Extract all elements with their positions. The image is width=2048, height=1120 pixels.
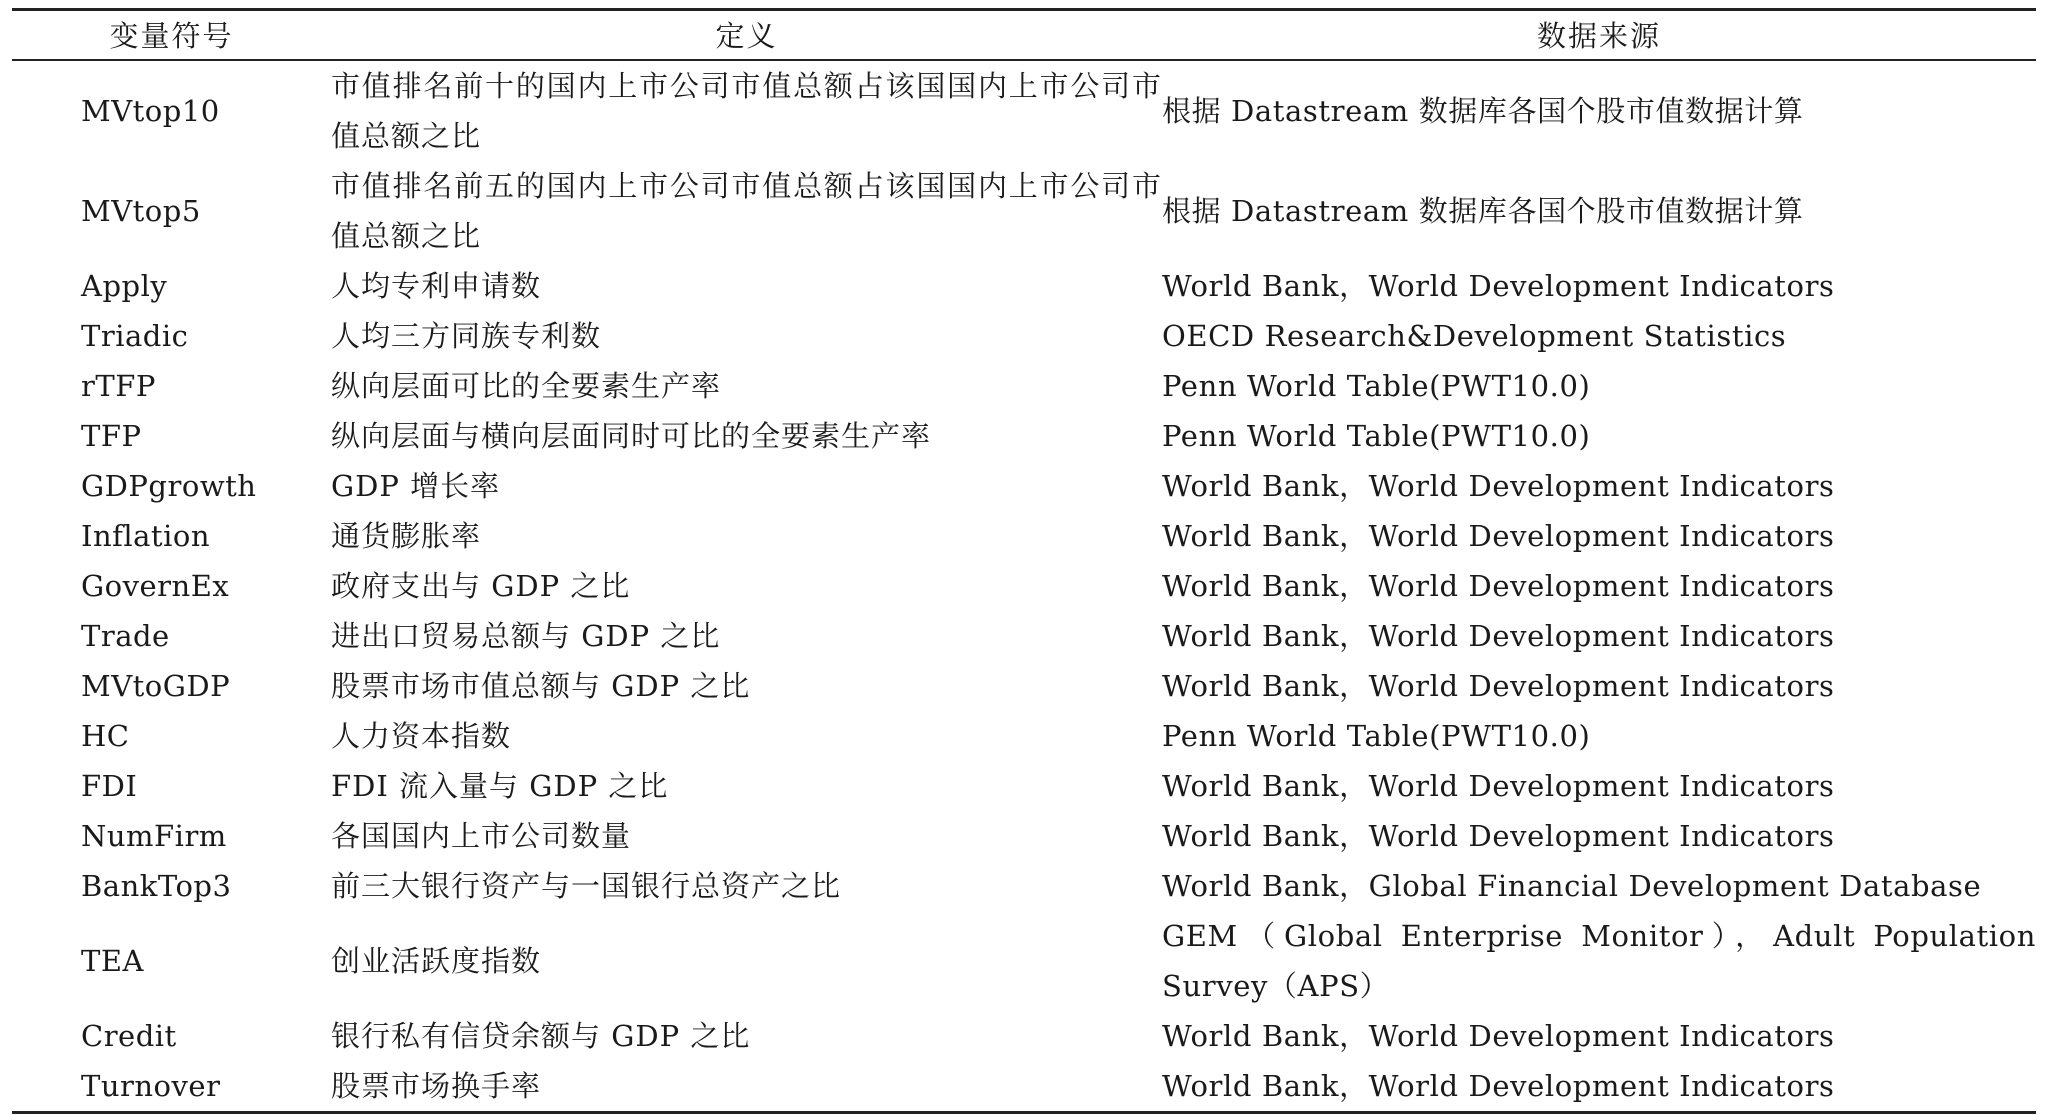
row-definition: 纵向层面与横向层面同时可比的全要素生产率 xyxy=(331,418,932,453)
row-symbol: MVtoGDP xyxy=(81,668,231,703)
table-header-row xyxy=(12,10,2036,60)
row-source: World Bank，World Development Indicators xyxy=(1162,268,1835,303)
row-definition: 人均三方同族专利数 xyxy=(331,318,602,353)
row-definition: 股票市场换手率 xyxy=(331,1061,1162,1113)
table-row xyxy=(12,1011,2036,1061)
row-symbol: Turnover xyxy=(12,1061,331,1113)
row-definition: 股票市场市值总额与 GDP 之比 xyxy=(331,668,751,703)
row-source: World Bank，World Development Indicators xyxy=(1162,518,1835,553)
row-definition: 政府支出与 GDP 之比 xyxy=(331,568,631,603)
row-source: World Bank，World Development Indicators xyxy=(1162,1061,2036,1113)
row-source: 根据 Datastream 数据库各国个股市值数据计算 xyxy=(1162,193,1804,228)
table-row xyxy=(12,661,2036,711)
row-definition: GDP 增长率 xyxy=(331,468,501,503)
table-row xyxy=(12,461,2036,511)
table-row xyxy=(12,611,2036,661)
row-source: World Bank，World Development Indicators xyxy=(1162,768,1835,803)
table-row xyxy=(12,911,2036,1011)
table-row xyxy=(12,411,2036,461)
row-symbol: rTFP xyxy=(81,368,156,403)
row-definition: 通货膨胀率 xyxy=(331,518,482,553)
header-definition: 定义 xyxy=(331,10,1162,60)
table-row xyxy=(12,1061,2036,1113)
row-definition: 各国国内上市公司数量 xyxy=(331,818,632,853)
row-source: World Bank，World Development Indicators xyxy=(1162,568,1835,603)
table-row xyxy=(12,261,2036,311)
row-definition: 纵向层面可比的全要素生产率 xyxy=(331,368,722,403)
row-symbol: BankTop3 xyxy=(81,868,232,903)
row-source: World Bank，Global Financial Development Database xyxy=(1162,868,1982,903)
row-symbol: TEA xyxy=(81,943,144,978)
header-source: 数据来源 xyxy=(1162,10,2036,60)
row-source: World Bank，World Development Indicators xyxy=(1162,818,1835,853)
row-symbol: Triadic xyxy=(81,318,189,353)
table-row xyxy=(12,711,2036,761)
table-row xyxy=(12,511,2036,561)
row-definition: 人均专利申请数 xyxy=(331,268,542,303)
row-definition: FDI 流入量与 GDP 之比 xyxy=(331,768,669,803)
row-symbol: NumFirm xyxy=(81,818,227,853)
row-definition: 进出口贸易总额与 GDP 之比 xyxy=(331,618,721,653)
row-source: World Bank，World Development Indicators xyxy=(1162,668,1835,703)
row-symbol: GDPgrowth xyxy=(81,468,257,503)
row-source: Penn World Table(PWT10.0) xyxy=(1162,418,1591,453)
table-row xyxy=(12,161,2036,261)
row-symbol: MVtop5 xyxy=(81,193,201,228)
row-source: World Bank，World Development Indicators xyxy=(1162,618,1835,653)
row-definition: 人力资本指数 xyxy=(331,718,512,753)
variable-definition-table-container xyxy=(12,8,2036,1114)
row-definition: 银行私有信贷余额与 GDP 之比 xyxy=(331,1018,751,1053)
table-row xyxy=(12,60,2036,161)
row-source: GEM（Global Enterprise Monitor），Adult Population Survey（APS） xyxy=(1162,918,2036,1003)
row-definition: 市值排名前十的国内上市公司市值总额占该国国内上市公司市值总额之比 xyxy=(331,68,1162,153)
row-symbol: TFP xyxy=(81,418,142,453)
table-row xyxy=(12,811,2036,861)
row-definition: 市值排名前五的国内上市公司市值总额占该国国内上市公司市值总额之比 xyxy=(331,168,1162,253)
row-source: 根据 Datastream 数据库各国个股市值数据计算 xyxy=(1162,93,1804,128)
row-symbol: FDI xyxy=(81,768,138,803)
row-source: OECD Research&Development Statistics xyxy=(1162,318,1787,353)
table-row xyxy=(12,761,2036,811)
row-source: Penn World Table(PWT10.0) xyxy=(1162,718,1591,753)
row-symbol: MVtop10 xyxy=(81,93,220,128)
row-symbol: Apply xyxy=(81,268,168,303)
row-symbol: HC xyxy=(81,718,130,753)
row-source: World Bank，World Development Indicators xyxy=(1162,468,1835,503)
table-row xyxy=(12,861,2036,911)
row-source: Penn World Table(PWT10.0) xyxy=(1162,368,1591,403)
row-symbol: Trade xyxy=(81,618,170,653)
row-symbol: Inflation xyxy=(81,518,210,553)
row-definition: 前三大银行资产与一国银行总资产之比 xyxy=(331,868,842,903)
row-symbol: Credit xyxy=(81,1018,177,1053)
variable-definition-table xyxy=(12,8,2036,1114)
row-symbol: GovernEx xyxy=(81,568,230,603)
table-row xyxy=(12,311,2036,361)
header-symbol: 变量符号 xyxy=(12,10,331,60)
row-source: World Bank，World Development Indicators xyxy=(1162,1018,1835,1053)
row-definition: 创业活跃度指数 xyxy=(331,943,542,978)
table-row xyxy=(12,361,2036,411)
table-row xyxy=(12,561,2036,611)
